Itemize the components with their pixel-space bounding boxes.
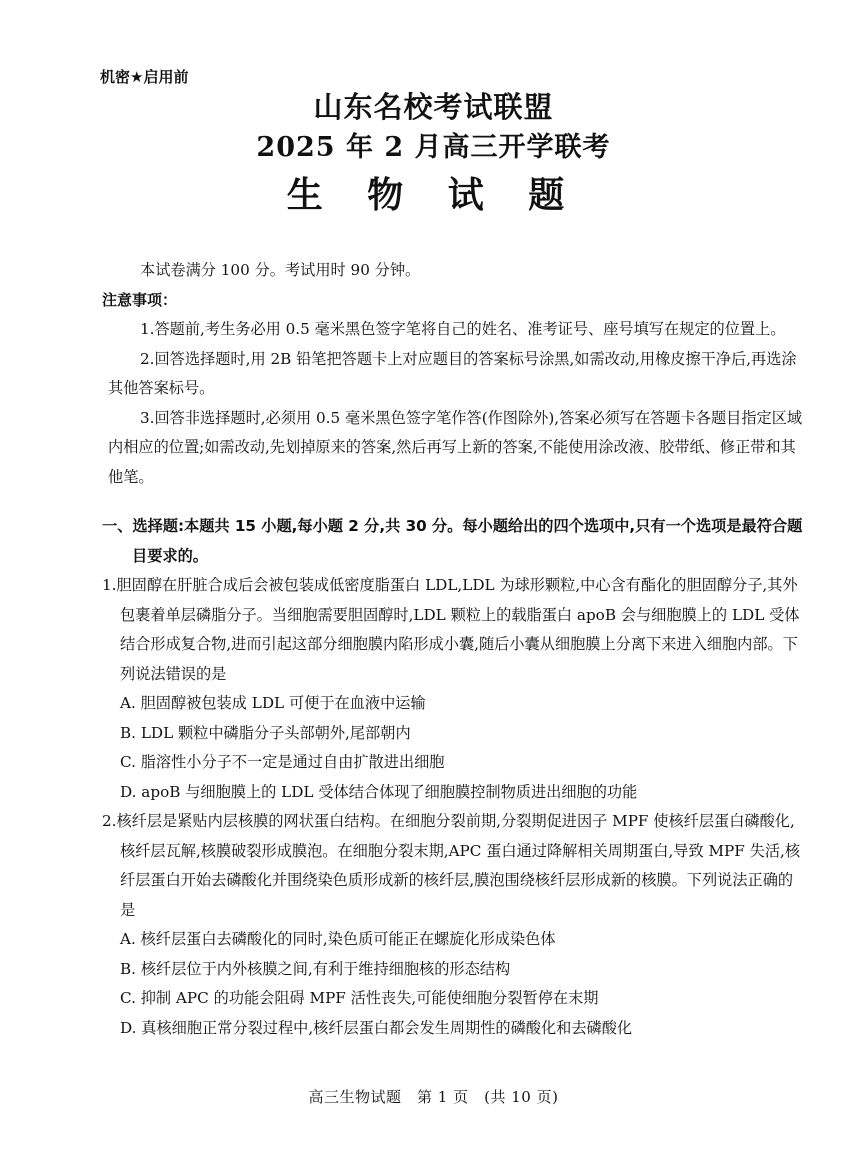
notice-item: 1.答题前,考生务必用 0.5 毫米黑色签字笔将自己的姓名、准考证号、座号填写在规定的位置上。 [140, 320, 786, 338]
title-block [0, 86, 867, 224]
section-heading: 一、选择题:本题共 15 小题,每小题 2 分,共 30 分。每小题给出的四个选项中,只有一个选项是最符合题目要求的。 [102, 517, 803, 565]
notice-item: 3.回答非选择题时,必须用 0.5 毫米黑色签字笔作答(作图除外),答案必须写在答题卡各题目指定区域内相应的位置;如需改动,先划掉原来的答案,然后再写上新的答案,不能使用涂改液、胶带纸、修正带和其他笔。 [108, 408, 803, 486]
notice-heading: 注意事项： [102, 290, 178, 309]
question-option: B. 核纤层位于内外核膜之间,有利于维持细胞核的形态结构 [120, 959, 511, 978]
question-stem: 2.核纤层是紧贴内层核膜的网状蛋白结构。在细胞分裂前期,分裂期促进因子 MPF 使核纤层蛋白磷酸化,核纤层瓦解,核膜破裂形成膜泡。在细胞分裂末期,APC 蛋白通过降解相关周期蛋白,导致 MPF 失活,核纤层蛋白开始去磷酸化并围绕染色质形成新的核纤层,膜泡围绕核纤层形成新的核膜。下列说法正确的是 [102, 812, 801, 919]
exam-content [102, 256, 807, 1043]
exam-title: 2025 年 2 月高三开学联考 [256, 132, 611, 163]
question-option: C. 抑制 APC 的功能会阻碍 MPF 活性丧失,可能使细胞分裂暂停在末期 [120, 989, 599, 1007]
question-option: A. 胆固醇被包装成 LDL 可便于在血液中运输 [120, 694, 426, 712]
page-footer: 高三生物试题 第 1 页 (共 10 页) [308, 1088, 559, 1106]
question-option: C. 脂溶性小分子不一定是通过自由扩散进出细胞 [120, 753, 445, 771]
org-title: 山东名校考试联盟 [313, 90, 554, 124]
question-option: B. LDL 颗粒中磷脂分子头部朝外,尾部朝内 [120, 723, 411, 742]
confidential-label: 机密★启用前 [100, 68, 189, 86]
question-option: D. apoB 与细胞膜上的 LDL 受体结合体现了细胞膜控制物质进出细胞的功能 [120, 782, 638, 801]
notice-item: 2.回答选择题时,用 2B 铅笔把答题卡上对应题目的答案标号涂黑,如需改动,用橡皮擦干净后,再选涂其他答案标号。 [108, 349, 797, 397]
question-option: A. 核纤层蛋白去磷酸化的同时,染色质可能正在螺旋化形成染色体 [120, 930, 556, 948]
intro-text: 本试卷满分 100 分。考试用时 90 分钟。 [140, 261, 421, 279]
question-stem: 1.胆固醇在肝脏合成后会被包装成低密度脂蛋白 LDL,LDL 为球形颗粒,中心含有酯化的胆固醇分子,其外包裹着单层磷脂分子。当细胞需要胆固醇时,LDL 颗粒上的载脂蛋白 apoB 会与细胞膜上的 LDL 受体结合形成复合物,进而引起这部分细胞膜内陷形成小囊,随后小囊从细胞膜上分离下来进入细胞内部。下列说法错误的是 [102, 576, 800, 683]
subject-title: 生 物 试 题 [286, 175, 581, 216]
question-option: D. 真核细胞正常分裂过程中,核纤层蛋白都会发生周期性的磷酸化和去磷酸化 [120, 1018, 633, 1037]
